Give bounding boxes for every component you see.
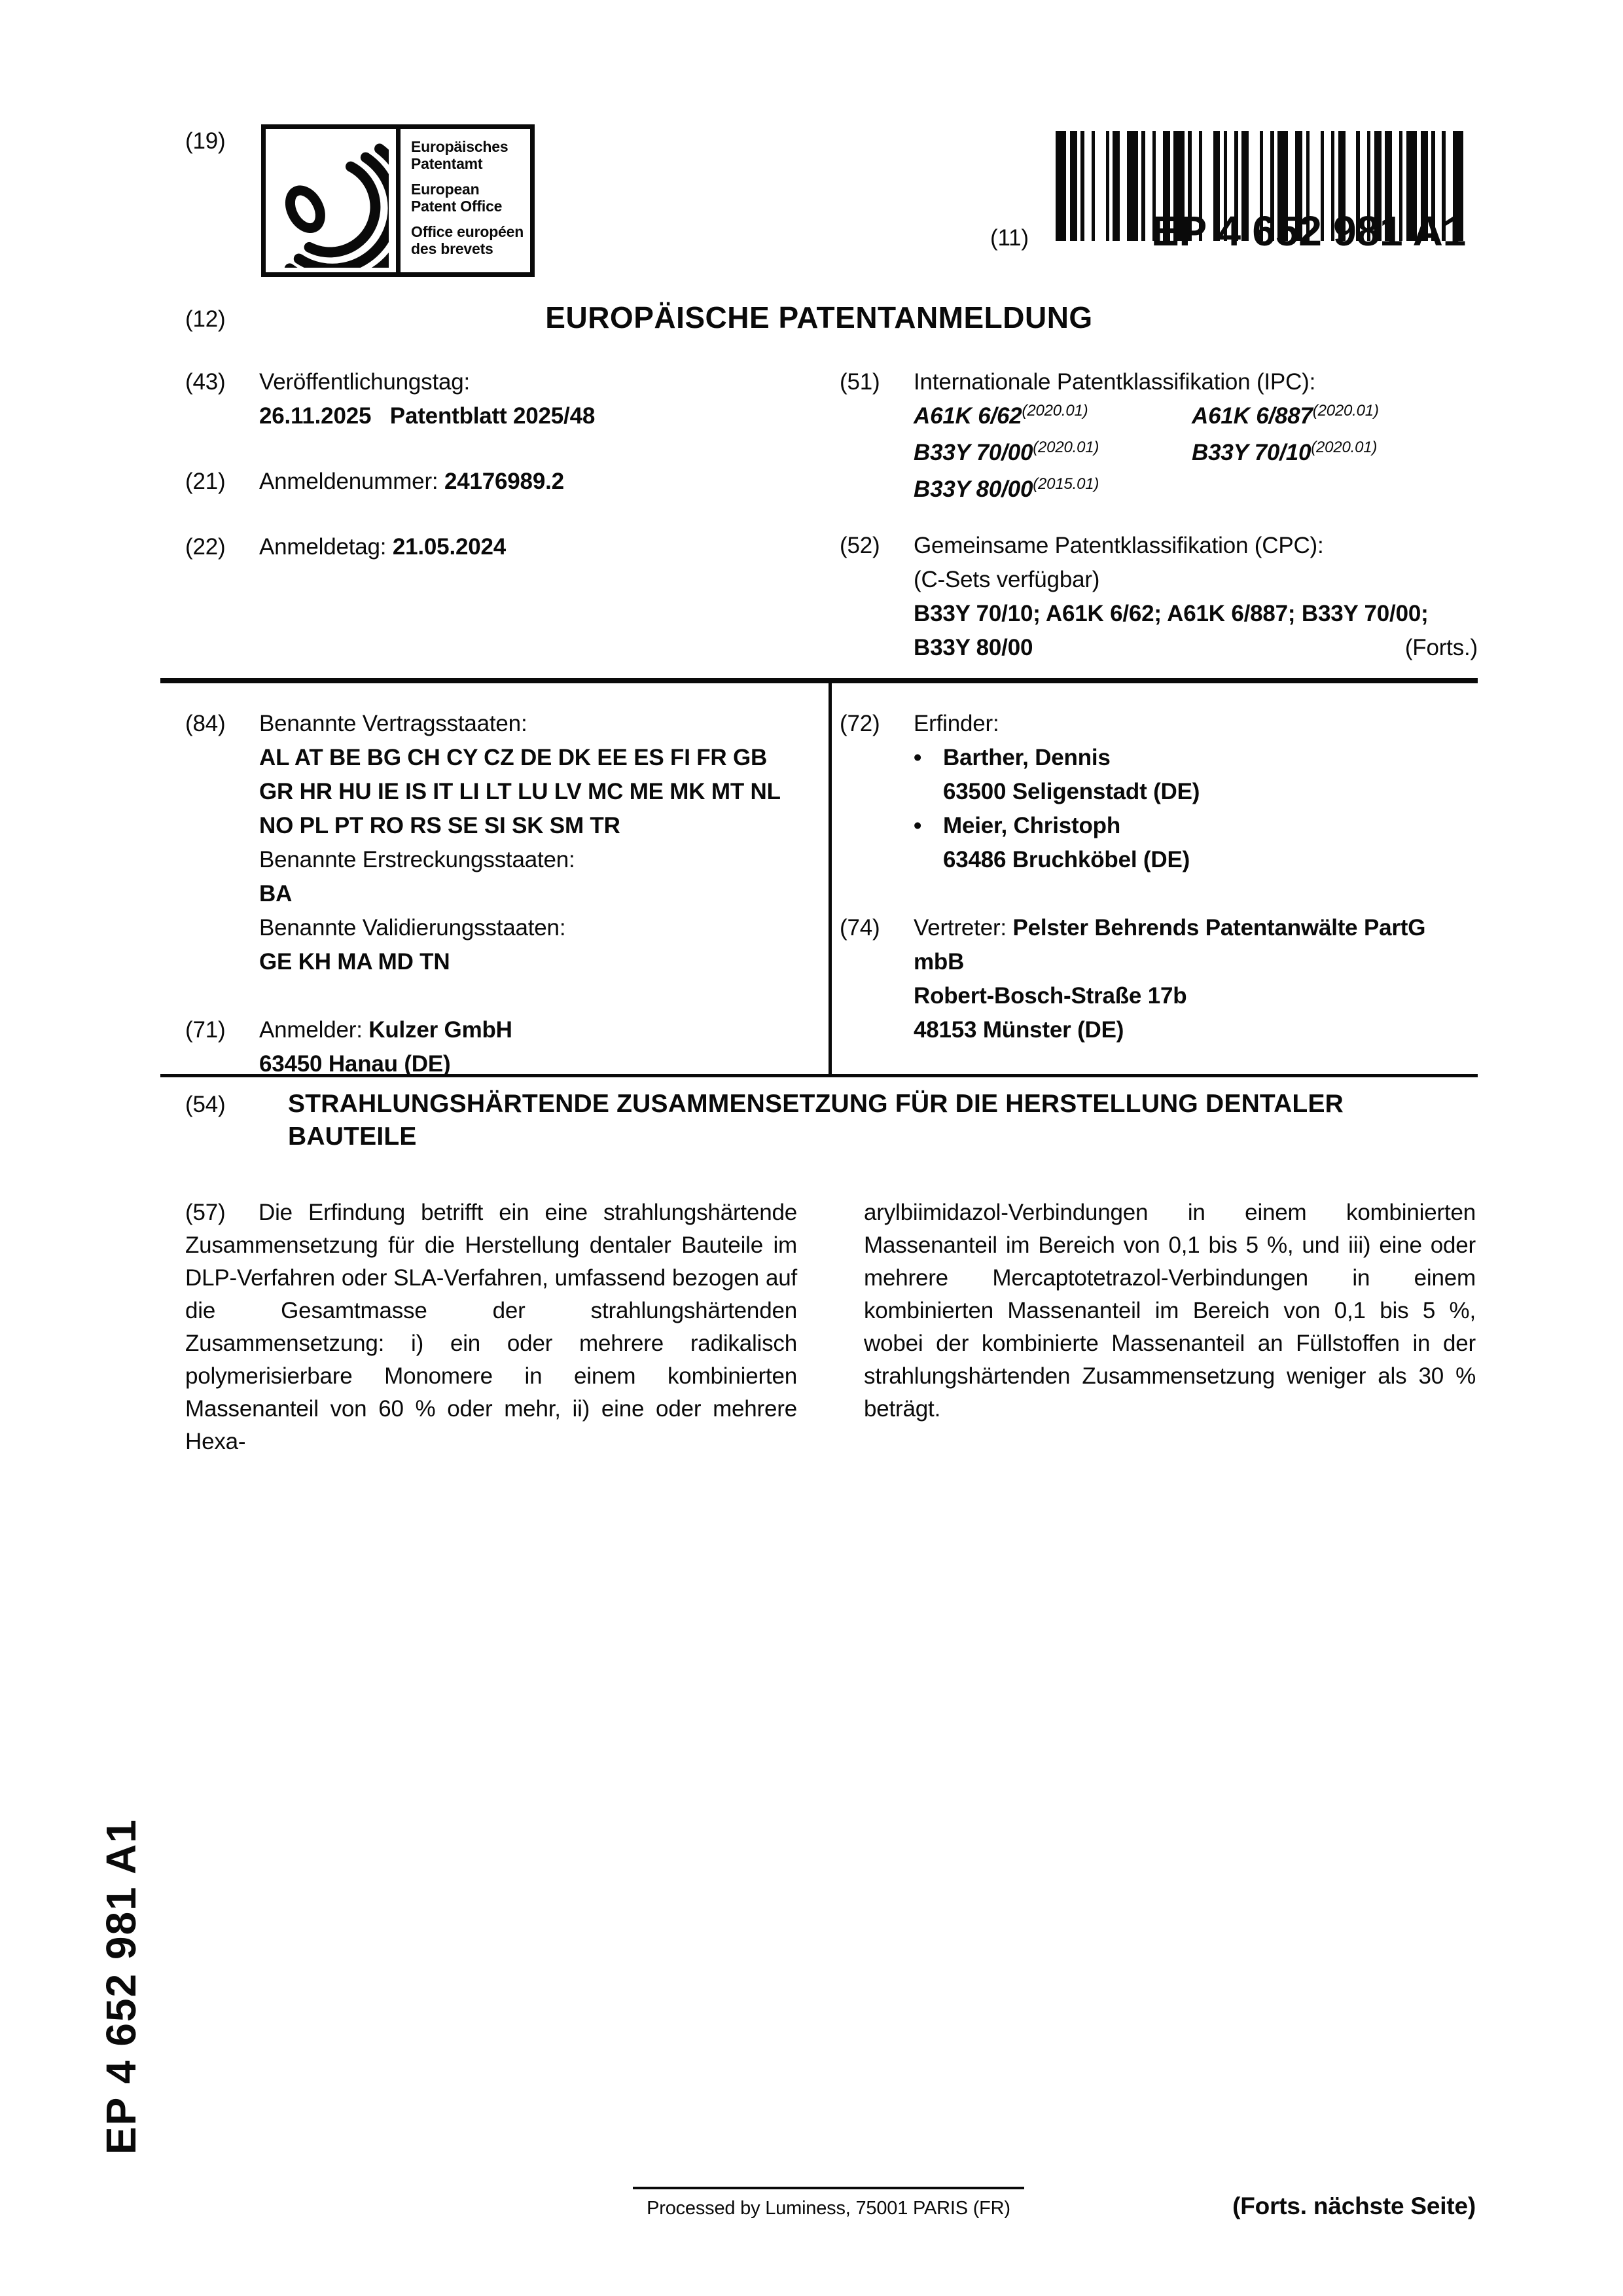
field-tag: (84) [185,711,226,736]
logo-line: Patent Office [411,198,503,215]
cpc-codes: B33Y 70/10; A61K 6/62; A61K 6/887; B33Y 70/00; [914,601,1429,626]
ipc-code: B33Y 80/00 [914,476,1033,502]
logo-line: Office européen [411,223,524,240]
inventor-name: • Barther, Dennis [943,741,1478,775]
field-72-inventors [840,707,1478,877]
column-divider [829,678,832,1077]
invention-title-line: BAUTEILE [288,1122,417,1151]
ipc-version: (2020.01) [1312,402,1379,420]
logo-line: European [411,181,480,198]
field-tag: (57) [185,1200,226,1225]
logo-line: Patentamt [411,155,483,172]
field-tag-19: (19) [185,128,226,154]
inventor-address: 63486 Bruchköbel (DE) [943,847,1190,872]
barcode-bar [1113,131,1120,241]
abstract-column-left [185,1196,797,1458]
field-label: Erfinder: [914,711,999,736]
field-22-filing-date [185,530,829,564]
ipc-version: (2020.01) [1033,439,1099,456]
field-label: Gemeinsame Patentklassifikation (CPC): [914,533,1324,558]
extension-states: BA [259,881,293,906]
field-43-publication-date [185,365,829,433]
logo-line: Europäisches [411,138,508,155]
publication-number: EP 4 652 981 A1 [1151,207,1466,255]
field-tag: (54) [185,1092,226,1117]
barcode-bar [1056,131,1066,241]
ipc-version: (2020.01) [1311,439,1378,456]
footer-continuation-note: (Forts. nächste Seite) [1232,2193,1476,2219]
vertical-document-id: EP 4 652 981 A1 [98,1818,145,2155]
field-tag-11: (11) [990,225,1029,251]
field-51-ipc [840,365,1478,509]
ipc-code: B33Y 70/10 [1192,440,1311,465]
field-21-application-number [185,465,829,499]
field-label: Anmeldenummer: [259,469,438,494]
extension-states-label: Benannte Erstreckungsstaaten: [259,847,575,872]
barcode-bar [1070,131,1077,241]
document-kind-heading: EUROPÄISCHE PATENTANMELDUNG [545,300,1093,334]
states-line: AL AT BE BG CH CY CZ DE DK EE ES FI FR GB [259,745,768,770]
representative-street: Robert-Bosch-Straße 17b [914,983,1187,1009]
filing-date-value: 21.05.2024 [392,534,507,560]
representative-name-cont: mbB [914,949,965,975]
field-label: Anmeldetag: [259,534,387,560]
epo-logo [261,124,535,277]
application-number-value: 24176989.2 [444,469,564,494]
invention-title-line: STRAHLUNGSHÄRTENDE ZUSAMMENSETZUNG FÜR DIE HERSTELLUNG DENTALER [288,1090,1344,1118]
inventor-item [914,809,1478,877]
field-tag: (71) [185,1017,226,1043]
field-tag: (21) [185,469,226,494]
ipc-code: A61K 6/62 [914,403,1022,429]
applicant-name: Kulzer GmbH [368,1017,512,1043]
cpc-codes: B33Y 80/00 [914,635,1033,660]
abstract-text: Die Erfindung betrifft ein eine strahlungshärtende Zusammensetzung für die Herstellung dentaler Bauteile im DLP-Verfahren oder SLA-Verfahren, umfassend bezogen auf die Gesamtmasse der strahlungshärtenden Zusammensetzung: i) ein oder mehrere radikalisch polymerisierbare Monomere in einem kombinierten Massenanteil von 60 % oder mehr, ii) eine oder mehrere Hexa- [185,1200,797,1454]
epo-logo-mark-icon [266,129,401,272]
section-divider-top [160,678,1478,683]
field-tag-12: (12) [185,306,226,332]
field-52-cpc [840,529,1478,665]
field-label: Benannte Vertragsstaaten: [259,711,527,736]
field-71-applicant [185,1013,829,1081]
ipc-version: (2020.01) [1022,402,1088,420]
barcode-gap [1084,131,1092,241]
field-tag: (72) [840,711,880,736]
field-label: Veröffentlichungstag: [259,369,471,395]
barcode-bar [1127,131,1137,241]
field-tag: (43) [185,369,226,395]
representative-name: Pelster Behrends Patentanwälte PartG [1012,915,1426,941]
field-84-designated-states [185,707,829,979]
states-line: NO PL PT RO RS SE SI SK SM TR [259,813,620,838]
ipc-code: B33Y 70/00 [914,440,1033,465]
validation-states-label: Benannte Validierungsstaaten: [259,915,566,941]
field-label: Anmelder: [259,1017,363,1043]
validation-states: GE KH MA MD TN [259,949,450,975]
footer-divider [633,2187,1024,2189]
field-tag: (51) [840,369,880,395]
inventor-item [914,741,1478,809]
logo-line: des brevets [411,240,493,257]
field-74-representative [840,911,1478,1047]
representative-city: 48153 Münster (DE) [914,1017,1124,1043]
epo-swoosh-icon [274,134,389,268]
field-tag: (22) [185,534,226,560]
field-tag: (74) [840,915,880,941]
inventor-address: 63500 Seligenstadt (DE) [943,779,1200,804]
cpc-continuation: (Forts.) [1404,635,1478,660]
states-line: GR HR HU IE IS IT LI LT LU LV MC ME MK MT NL [259,779,781,804]
field-tag: (52) [840,533,880,558]
field-label: Internationale Patentklassifikation (IPC): [914,369,1316,395]
cpc-note: (C-Sets verfügbar) [914,567,1100,592]
abstract-column-right: arylbiimidazol-Verbindungen in einem kombinierten Massenanteil im Bereich von 0,1 bis 5 %, und iii) eine oder mehrere Mercaptotetrazol-Verbindungen in einem kombinierten Massenanteil im Bereich von 0,1 bis 5 %, wobei der kombinierte Massenanteil an Füllstoffen in der strahlungshärtenden Zusammensetzung weniger als 30 % beträgt. [864,1200,1476,1422]
footer-processed-by: Processed by Luminess, 75001 PARIS (FR) [647,2198,1010,2219]
field-label: Vertreter: [914,915,1007,941]
inventor-name: • Meier, Christoph [943,809,1478,843]
ipc-code: A61K 6/887 [1192,403,1313,429]
barcode-gap [1095,131,1105,241]
epo-logo-text [401,129,530,272]
barcode-gap [1120,131,1127,241]
field-54-title [185,1088,1478,1153]
publication-date-value: 26.11.2025 Patentblatt 2025/48 [259,403,596,429]
applicant-address: 63450 Hanau (DE) [259,1051,451,1077]
ipc-version: (2015.01) [1033,475,1099,493]
